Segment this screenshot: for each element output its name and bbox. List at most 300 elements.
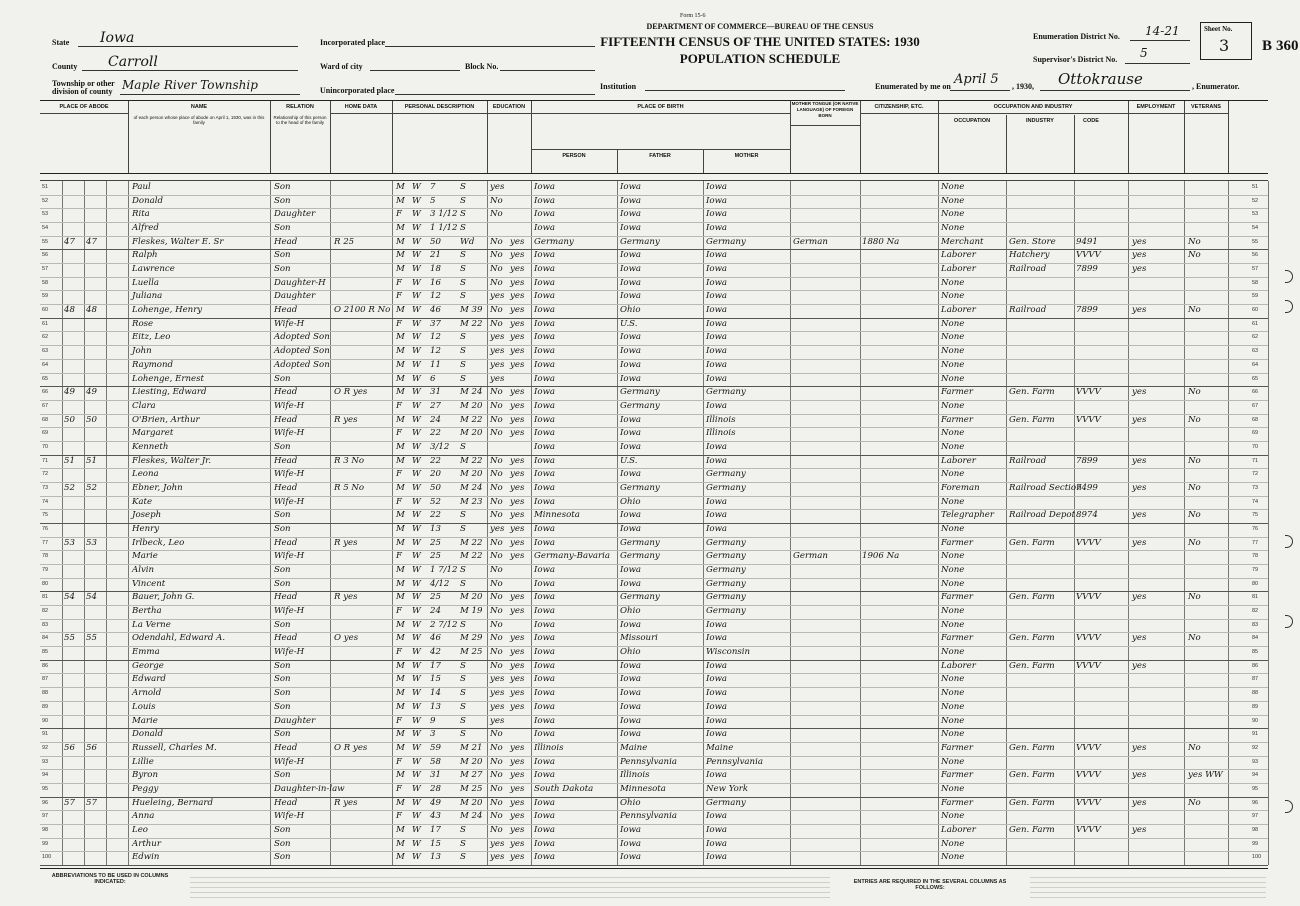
cell-dw bbox=[64, 851, 84, 865]
cell-rd: yes bbox=[510, 236, 525, 247]
cell-cit bbox=[862, 496, 938, 510]
cell-emp bbox=[1132, 277, 1168, 291]
cell-dw bbox=[64, 673, 84, 687]
cell-vet bbox=[1188, 263, 1228, 277]
line-number: 63 bbox=[1252, 348, 1259, 355]
block-label: Block No. bbox=[465, 62, 499, 71]
cell-code bbox=[1076, 550, 1126, 564]
cell-occ: Laborer bbox=[941, 455, 976, 466]
cell-rel: Daughter bbox=[274, 291, 316, 302]
cell-race: W bbox=[412, 606, 421, 617]
cell-rel: Wife-H bbox=[274, 551, 305, 562]
cell-sch: No bbox=[490, 250, 503, 261]
cell-sex: M bbox=[396, 660, 405, 671]
cell-mbp: Iowa bbox=[706, 250, 728, 261]
table-row bbox=[40, 783, 1268, 798]
cell-rd: yes bbox=[510, 688, 525, 699]
cell-ms: M 23 bbox=[460, 496, 483, 507]
line-number: 67 bbox=[42, 402, 49, 409]
cell-sex: M bbox=[396, 455, 405, 466]
cell-occ: None bbox=[941, 811, 965, 822]
line-number: 100 bbox=[42, 854, 52, 861]
cell-vet bbox=[1188, 687, 1228, 701]
cell-ms: S bbox=[460, 524, 466, 534]
cell-rel: Son bbox=[274, 838, 291, 849]
cell-fam bbox=[86, 277, 106, 291]
cell-ind bbox=[1009, 550, 1075, 564]
cell-dw bbox=[64, 359, 84, 373]
cell-sex: M bbox=[396, 250, 405, 261]
cell-rel: Son bbox=[274, 250, 291, 261]
cell-ms: S bbox=[460, 701, 466, 712]
cell-code: VVVV bbox=[1076, 742, 1101, 753]
cell-sex: M bbox=[396, 688, 405, 699]
cell-bp: Iowa bbox=[534, 838, 556, 849]
cell-rel: Head bbox=[274, 414, 298, 425]
cell-ms: S bbox=[460, 729, 466, 740]
line-number: 67 bbox=[1252, 402, 1259, 409]
cell-dw bbox=[64, 810, 84, 824]
cell-emp bbox=[1132, 345, 1168, 359]
cell-name: Hueleing, Bernard bbox=[132, 797, 213, 808]
cell-home bbox=[334, 564, 394, 578]
cell-fbp: Missouri bbox=[620, 633, 658, 644]
cell-age: 43 bbox=[430, 811, 441, 822]
cell-vet bbox=[1188, 290, 1228, 304]
cell-home bbox=[334, 619, 394, 633]
cell-dw: 51 bbox=[64, 455, 75, 466]
cell-ms: S bbox=[460, 674, 466, 685]
cell-occ: None bbox=[941, 182, 965, 192]
cell-fam bbox=[86, 673, 106, 687]
cell-ms: M 20 bbox=[460, 428, 483, 439]
cell-dw bbox=[64, 277, 84, 291]
cell-bp: Iowa bbox=[534, 250, 556, 261]
occupation-head: OCCUPATION bbox=[953, 118, 991, 124]
cell-ind bbox=[1009, 222, 1075, 236]
column-header-band bbox=[40, 100, 1268, 174]
cell-rd: yes bbox=[510, 318, 525, 329]
line-number: 61 bbox=[1252, 320, 1259, 327]
cell-name: Edwin bbox=[132, 852, 160, 863]
cell-ms: S bbox=[460, 291, 466, 302]
cell-vet bbox=[1188, 400, 1228, 414]
cell-fbp: Iowa bbox=[620, 701, 642, 712]
cell-vet: No bbox=[1188, 305, 1201, 316]
cell-home: O yes bbox=[334, 633, 359, 644]
cell-emp bbox=[1132, 208, 1168, 222]
cell-fam bbox=[86, 619, 106, 633]
cell-fbp: Iowa bbox=[620, 250, 642, 261]
line-number: 88 bbox=[42, 690, 49, 697]
cell-sex: M bbox=[396, 182, 405, 192]
cell-cit bbox=[862, 646, 938, 660]
line-number: 60 bbox=[42, 307, 49, 314]
cell-emp: yes bbox=[1132, 250, 1147, 261]
cell-code bbox=[1076, 728, 1126, 742]
cell-rd: yes bbox=[510, 592, 525, 603]
table-row bbox=[40, 386, 1268, 401]
cell-bp: Iowa bbox=[534, 332, 556, 343]
line-number: 99 bbox=[1252, 840, 1259, 847]
cell-cit bbox=[862, 400, 938, 414]
cell-dw bbox=[64, 208, 84, 222]
cell-rel: Son bbox=[274, 373, 291, 384]
line-number: 76 bbox=[42, 526, 49, 532]
cell-fam bbox=[86, 824, 106, 838]
cell-vet bbox=[1188, 619, 1228, 633]
table-row bbox=[40, 523, 1268, 538]
cell-fam bbox=[86, 701, 106, 715]
cell-fam bbox=[86, 195, 106, 209]
cell-code: VVVV bbox=[1076, 592, 1101, 603]
cell-code bbox=[1076, 564, 1126, 578]
cell-ind: Railroad bbox=[1009, 455, 1047, 466]
township-value: Maple River Township bbox=[122, 78, 258, 92]
cell-vet bbox=[1188, 496, 1228, 510]
cell-emp bbox=[1132, 646, 1168, 660]
cell-code: VVVV bbox=[1076, 633, 1101, 644]
line-number: 88 bbox=[1252, 690, 1259, 697]
cell-sex: M bbox=[396, 236, 405, 247]
cell-name: Russell, Charles M. bbox=[132, 742, 217, 753]
cell-emp bbox=[1132, 181, 1168, 195]
cell-ms: M 22 bbox=[460, 455, 483, 466]
cell-bp: Iowa bbox=[534, 592, 556, 603]
cell-race: W bbox=[412, 250, 421, 261]
cell-name: Rose bbox=[132, 318, 154, 329]
cell-code bbox=[1076, 427, 1126, 441]
cell-rel: Adopted Son bbox=[274, 359, 330, 370]
line-number: 61 bbox=[42, 320, 49, 327]
cell-ms: M 39 bbox=[460, 305, 483, 316]
cell-fam bbox=[86, 318, 106, 332]
cell-race: W bbox=[412, 729, 421, 740]
cell-fam bbox=[86, 468, 106, 482]
cell-ind: Railroad Section bbox=[1009, 482, 1082, 493]
cell-dw bbox=[64, 646, 84, 660]
cell-dw: 49 bbox=[64, 387, 75, 398]
cell-rel: Son bbox=[274, 852, 291, 863]
cell-fbp: Iowa bbox=[620, 332, 642, 343]
cell-rel: Head bbox=[274, 387, 298, 398]
cell-fam bbox=[86, 359, 106, 373]
cell-name: Kate bbox=[132, 496, 153, 507]
cell-home bbox=[334, 523, 394, 537]
cell-age: 3 1/12 bbox=[430, 209, 458, 220]
cell-ind: Gen. Farm bbox=[1009, 824, 1055, 835]
cell-bp: Iowa bbox=[534, 387, 556, 398]
cell-mbp: Germany bbox=[706, 592, 746, 603]
cell-race: W bbox=[412, 537, 421, 548]
cell-dw bbox=[64, 660, 84, 674]
cell-occ: Farmer bbox=[941, 770, 973, 781]
cell-dw bbox=[64, 318, 84, 332]
cell-name: Lohenge, Ernest bbox=[132, 373, 204, 384]
cell-fam bbox=[86, 441, 106, 455]
cell-fam: 49 bbox=[86, 387, 97, 398]
cell-tongue bbox=[793, 687, 861, 701]
cell-rd bbox=[510, 564, 530, 578]
birth-instructions bbox=[531, 115, 790, 120]
group-home-data: HOME DATA bbox=[330, 101, 392, 114]
cell-sex: F bbox=[396, 318, 402, 329]
cell-sex: M bbox=[396, 305, 405, 316]
cell-age: 28 bbox=[430, 783, 441, 794]
cell-sch: No bbox=[490, 565, 503, 576]
cell-fam: 48 bbox=[86, 305, 97, 316]
table-row bbox=[40, 468, 1268, 483]
cell-cit bbox=[862, 277, 938, 291]
cell-rd: yes bbox=[510, 647, 525, 658]
cell-sch: yes bbox=[490, 373, 505, 384]
cell-name: George bbox=[132, 660, 164, 671]
cell-mbp: Germany bbox=[706, 578, 746, 589]
cell-ms: S bbox=[460, 223, 466, 234]
cell-age: 31 bbox=[430, 387, 441, 398]
cell-vet: No bbox=[1188, 537, 1201, 548]
cell-occ: None bbox=[941, 318, 965, 329]
cell-fam bbox=[86, 783, 106, 797]
line-number: 86 bbox=[1252, 662, 1259, 669]
cell-tongue bbox=[793, 277, 861, 291]
enumeration-district-value: 14-21 bbox=[1145, 24, 1180, 38]
cell-rd: yes bbox=[510, 797, 525, 808]
table-row bbox=[40, 318, 1268, 333]
line-number: 95 bbox=[1252, 785, 1259, 792]
cell-age: 42 bbox=[430, 647, 441, 658]
cell-occ: Farmer bbox=[941, 633, 973, 644]
cell-age: 59 bbox=[430, 742, 441, 753]
cell-ind bbox=[1009, 783, 1075, 797]
cell-tongue bbox=[793, 646, 861, 660]
cell-race: W bbox=[412, 797, 421, 808]
cell-emp: yes bbox=[1132, 264, 1147, 275]
cell-race: W bbox=[412, 428, 421, 439]
cell-name: Vincent bbox=[132, 578, 166, 589]
cell-bp: Iowa bbox=[534, 852, 556, 863]
cell-code: VVVV bbox=[1076, 250, 1101, 261]
cell-emp: yes bbox=[1132, 824, 1147, 835]
cell-ms: S bbox=[460, 715, 466, 726]
line-number: 84 bbox=[42, 635, 49, 642]
cell-cit bbox=[862, 715, 938, 729]
table-row bbox=[40, 564, 1268, 579]
cell-code: VVVV bbox=[1076, 387, 1101, 398]
cell-cit bbox=[862, 564, 938, 578]
cell-vet: yes WW bbox=[1188, 770, 1223, 781]
cell-rd bbox=[510, 619, 530, 633]
table-row bbox=[40, 455, 1268, 470]
cell-ms: S bbox=[460, 264, 466, 275]
cell-fam: 50 bbox=[86, 414, 97, 425]
cell-ms: Wd bbox=[460, 236, 475, 247]
cell-vet bbox=[1188, 277, 1228, 291]
cell-emp bbox=[1132, 222, 1168, 236]
table-row bbox=[40, 195, 1268, 210]
cell-race: W bbox=[412, 264, 421, 275]
cell-bp: Iowa bbox=[534, 291, 556, 302]
cell-dw bbox=[64, 769, 84, 783]
cell-mbp: Iowa bbox=[706, 688, 728, 699]
cell-dw bbox=[64, 783, 84, 797]
cell-sex: F bbox=[396, 428, 402, 439]
cell-race: W bbox=[412, 660, 421, 671]
cell-code bbox=[1076, 400, 1126, 414]
cell-home bbox=[334, 646, 394, 660]
line-number: 94 bbox=[1252, 772, 1259, 779]
cell-ind: Gen. Farm bbox=[1009, 660, 1055, 671]
cell-home bbox=[334, 715, 394, 729]
cell-emp: yes bbox=[1132, 236, 1147, 247]
abbreviations-title: ABBREVIATIONS TO BE USED IN COLUMNS INDICATED: bbox=[51, 873, 169, 885]
cell-age: 12 bbox=[430, 291, 441, 302]
township-label: Township or other division of county bbox=[52, 79, 115, 96]
line-number: 66 bbox=[42, 389, 49, 396]
cell-code bbox=[1076, 359, 1126, 373]
cell-bp: Iowa bbox=[534, 606, 556, 617]
year-label: , 1930, bbox=[1012, 82, 1034, 91]
table-row bbox=[40, 249, 1268, 264]
cell-ms: S bbox=[460, 441, 466, 452]
cell-dw bbox=[64, 427, 84, 441]
cell-fam: 53 bbox=[86, 537, 97, 548]
cell-age: 58 bbox=[430, 756, 441, 767]
cell-rd: yes bbox=[510, 469, 525, 480]
cell-sex: F bbox=[396, 647, 402, 658]
line-number: 75 bbox=[42, 512, 49, 519]
cell-cit bbox=[862, 591, 938, 605]
cell-fbp: Germany bbox=[620, 482, 660, 493]
cell-fam: 52 bbox=[86, 482, 97, 493]
cell-fbp: Iowa bbox=[620, 441, 642, 452]
cell-code bbox=[1076, 195, 1126, 209]
cell-tongue bbox=[793, 605, 861, 619]
table-row bbox=[40, 810, 1268, 825]
cell-vet bbox=[1188, 810, 1228, 824]
cell-fbp: Iowa bbox=[620, 660, 642, 671]
cell-ind bbox=[1009, 195, 1075, 209]
cell-bp: Iowa bbox=[534, 824, 556, 835]
cell-tongue bbox=[793, 496, 861, 510]
cell-sex: M bbox=[396, 619, 405, 630]
cell-vet bbox=[1188, 783, 1228, 797]
cell-fam: 47 bbox=[86, 236, 97, 247]
cell-age: 50 bbox=[430, 236, 441, 247]
line-number: 68 bbox=[42, 416, 49, 423]
cell-name: Emma bbox=[132, 647, 160, 658]
table-row bbox=[40, 673, 1268, 688]
cell-dw bbox=[64, 756, 84, 770]
cell-home bbox=[334, 673, 394, 687]
unincorporated-place-label: Unincorporated place bbox=[320, 86, 395, 95]
table-row bbox=[40, 331, 1268, 346]
line-number: 62 bbox=[42, 334, 49, 341]
cell-sex: M bbox=[396, 701, 405, 712]
cell-race: W bbox=[412, 332, 421, 343]
cell-tongue bbox=[793, 701, 861, 715]
line-number: 56 bbox=[42, 252, 49, 259]
cell-mbp: Iowa bbox=[706, 729, 728, 740]
cell-home: R yes bbox=[334, 797, 358, 808]
cell-code: 7899 bbox=[1076, 455, 1098, 466]
form-number: Form 15-6 bbox=[680, 13, 706, 19]
cell-age: 6 bbox=[430, 373, 436, 384]
cell-name: Louis bbox=[132, 701, 156, 712]
cell-sex: M bbox=[396, 373, 405, 384]
cell-vet bbox=[1188, 715, 1228, 729]
cell-race: W bbox=[412, 291, 421, 302]
cell-home bbox=[334, 331, 394, 345]
cell-mbp: Iowa bbox=[706, 373, 728, 384]
cell-occ: None bbox=[941, 674, 965, 685]
line-number: 57 bbox=[42, 266, 49, 273]
line-number: 59 bbox=[1252, 293, 1259, 300]
cell-fbp: Ohio bbox=[620, 797, 641, 808]
cell-fbp: Iowa bbox=[620, 359, 642, 370]
cell-tongue bbox=[793, 414, 861, 428]
cell-code bbox=[1076, 208, 1126, 222]
cell-cit bbox=[862, 509, 938, 523]
cell-emp bbox=[1132, 687, 1168, 701]
cell-tongue bbox=[793, 756, 861, 770]
cell-mbp: Iowa bbox=[706, 811, 728, 822]
cell-bp: Iowa bbox=[534, 811, 556, 822]
cell-vet bbox=[1188, 359, 1228, 373]
cell-cit bbox=[862, 578, 938, 592]
cell-occ: Laborer bbox=[941, 250, 976, 261]
cell-mbp: Iowa bbox=[706, 824, 728, 835]
cell-mbp: Iowa bbox=[706, 291, 728, 302]
cell-mbp: Germany bbox=[706, 537, 746, 548]
line-number: 55 bbox=[42, 238, 49, 245]
table-row bbox=[40, 632, 1268, 647]
cell-home bbox=[334, 701, 394, 715]
cell-rd: yes bbox=[510, 250, 525, 261]
cell-age: 17 bbox=[430, 660, 441, 671]
line-number: 74 bbox=[1252, 498, 1259, 505]
enumeration-district-label: Enumeration District No. bbox=[1033, 32, 1120, 41]
cell-sex: M bbox=[396, 729, 405, 740]
cell-cit bbox=[862, 414, 938, 428]
cell-rel: Son bbox=[274, 182, 291, 192]
cell-code bbox=[1076, 673, 1126, 687]
line-number: 83 bbox=[42, 621, 49, 628]
cell-ind bbox=[1009, 359, 1075, 373]
cell-ms: S bbox=[460, 373, 466, 384]
cell-tongue bbox=[793, 195, 861, 209]
cell-ind: Gen. Farm bbox=[1009, 797, 1055, 808]
cell-occ: None bbox=[941, 838, 965, 849]
cell-home bbox=[334, 181, 394, 195]
line-number: 93 bbox=[1252, 758, 1259, 765]
cell-occ: None bbox=[941, 428, 965, 439]
cell-home bbox=[334, 318, 394, 332]
cell-name: Arthur bbox=[132, 838, 161, 849]
cell-rel: Son bbox=[274, 619, 291, 630]
line-number: 60 bbox=[1252, 307, 1259, 314]
cell-rd: yes bbox=[510, 838, 525, 849]
table-row bbox=[40, 263, 1268, 278]
cell-race: W bbox=[412, 742, 421, 753]
cell-sch: No bbox=[490, 510, 503, 521]
cell-rd bbox=[510, 441, 530, 455]
name-description: of each person whose place of abode on April 1, 1930, was in this family bbox=[133, 115, 265, 125]
cell-name: Bertha bbox=[132, 606, 162, 617]
table-row bbox=[40, 537, 1268, 552]
cell-name: Edward bbox=[132, 674, 166, 685]
cell-home bbox=[334, 222, 394, 236]
